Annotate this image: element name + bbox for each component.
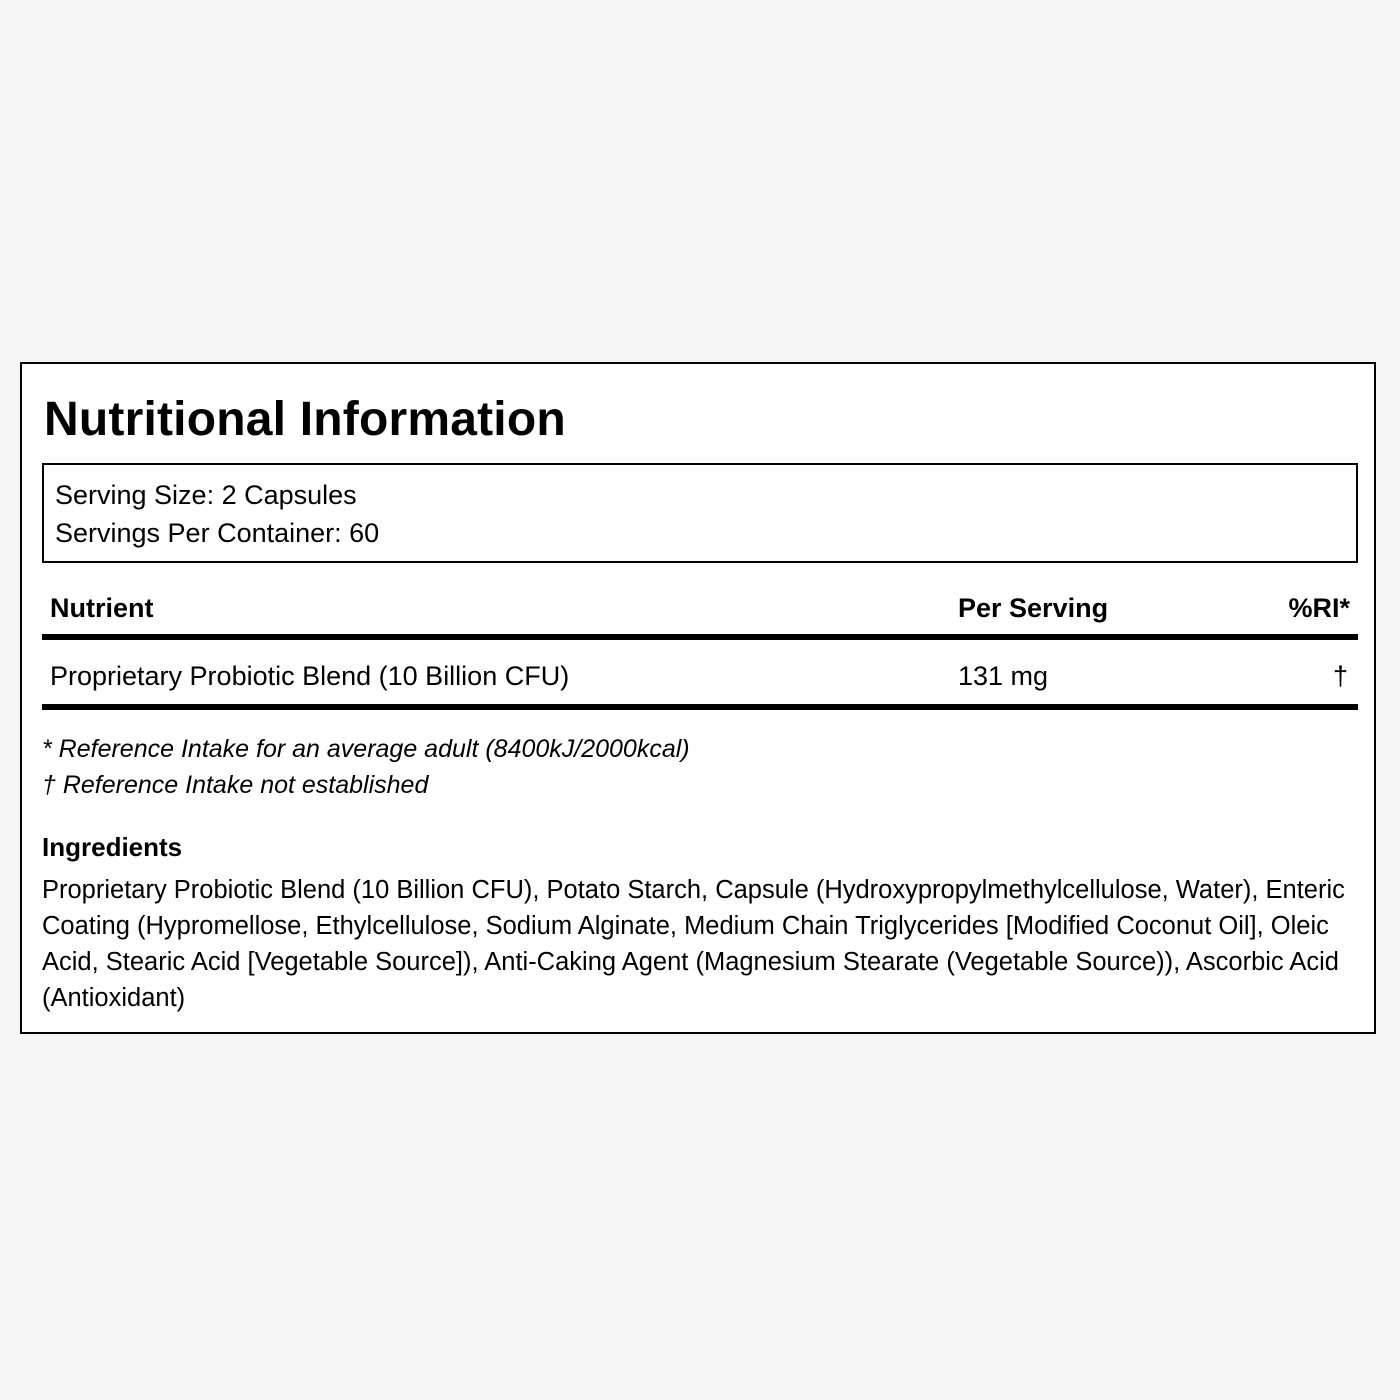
ingredients-heading: Ingredients bbox=[42, 832, 183, 862]
row-ri-value: † bbox=[1332, 661, 1348, 691]
serving-info-box bbox=[42, 463, 1358, 563]
serving-size: Serving Size: 2 Capsules bbox=[55, 480, 357, 510]
ingredients-text: Proprietary Probiotic Blend (10 Billion CFU), Potato Starch, Capsule (Hydroxypropylmethylcellulose, Water), Enteric Coating (Hypromellose, Ethylcellulose, Sodium Alginate, Medium Chain Triglycerides [Modified Coconut Oil], Oleic Acid, Stearic Acid [Vegetable Source]), Anti-Caking Agent (Magnesium Stearate (Vegetable Source)), Ascorbic Acid (Antioxidant) bbox=[42, 876, 1345, 1012]
nutrition-label-panel bbox=[20, 362, 1376, 1034]
label-title: Nutritional Information bbox=[44, 393, 566, 446]
table-row bbox=[42, 640, 1358, 710]
row-nutrient-name: Proprietary Probiotic Blend (10 Billion CFU) bbox=[50, 661, 570, 691]
row-per-serving-value: 131 mg bbox=[958, 661, 1049, 691]
header-ri: %RI* bbox=[1288, 593, 1350, 623]
header-nutrient: Nutrient bbox=[50, 593, 154, 623]
footnote-not-established: † Reference Intake not established bbox=[42, 771, 429, 799]
servings-per-container: Servings Per Container: 60 bbox=[55, 518, 380, 548]
footnote-reference-intake: * Reference Intake for an average adult (8400kJ/2000kcal) bbox=[42, 735, 690, 763]
header-per-serving: Per Serving bbox=[958, 593, 1109, 623]
nutrient-table-header bbox=[42, 586, 1358, 640]
